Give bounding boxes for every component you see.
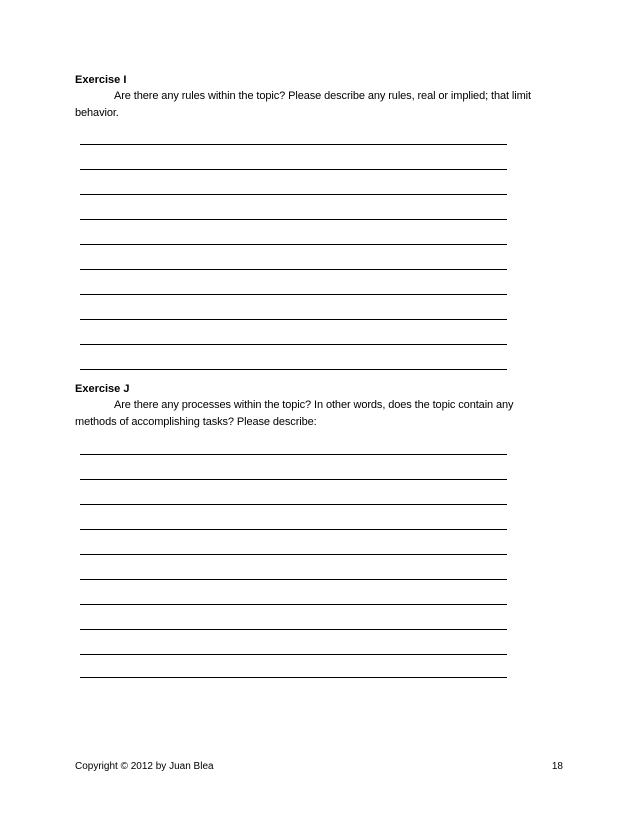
answer-line: [80, 479, 507, 480]
answer-line: [80, 319, 507, 320]
exercise-j-prompt: Are there any processes within the topic? In other words, does the topic contain any methods of accomplishing tasks? Please describe:: [75, 399, 514, 428]
exercise-i-title: Exercise I: [75, 74, 127, 86]
answer-line: [80, 579, 507, 580]
exercise-j-title: Exercise J: [75, 383, 130, 395]
exercise-j: [75, 382, 555, 431]
answer-line: [80, 194, 507, 195]
answer-line: [80, 554, 507, 555]
answer-line: [80, 369, 507, 370]
answer-line: [80, 269, 507, 270]
answer-line: [80, 294, 507, 295]
answer-line: [80, 169, 507, 170]
exercise-i-prompt: Are there any rules within the topic? Please describe any rules, real or implied; that limit behavior.: [75, 90, 531, 119]
answer-line: [80, 504, 507, 505]
answer-line: [80, 244, 507, 245]
answer-line: [80, 629, 507, 630]
page-footer: [75, 760, 563, 774]
answer-line: [80, 604, 507, 605]
answer-line: [80, 529, 507, 530]
copyright-notice: Copyright © 2012 by Juan Blea: [75, 761, 214, 772]
answer-line: [80, 344, 507, 345]
answer-line: [80, 454, 507, 455]
answer-line: [80, 654, 507, 655]
exercise-i: [75, 73, 555, 122]
answer-line: [80, 677, 507, 678]
answer-line: [80, 219, 507, 220]
answer-line: [80, 144, 507, 145]
page-number: 18: [551, 761, 563, 772]
